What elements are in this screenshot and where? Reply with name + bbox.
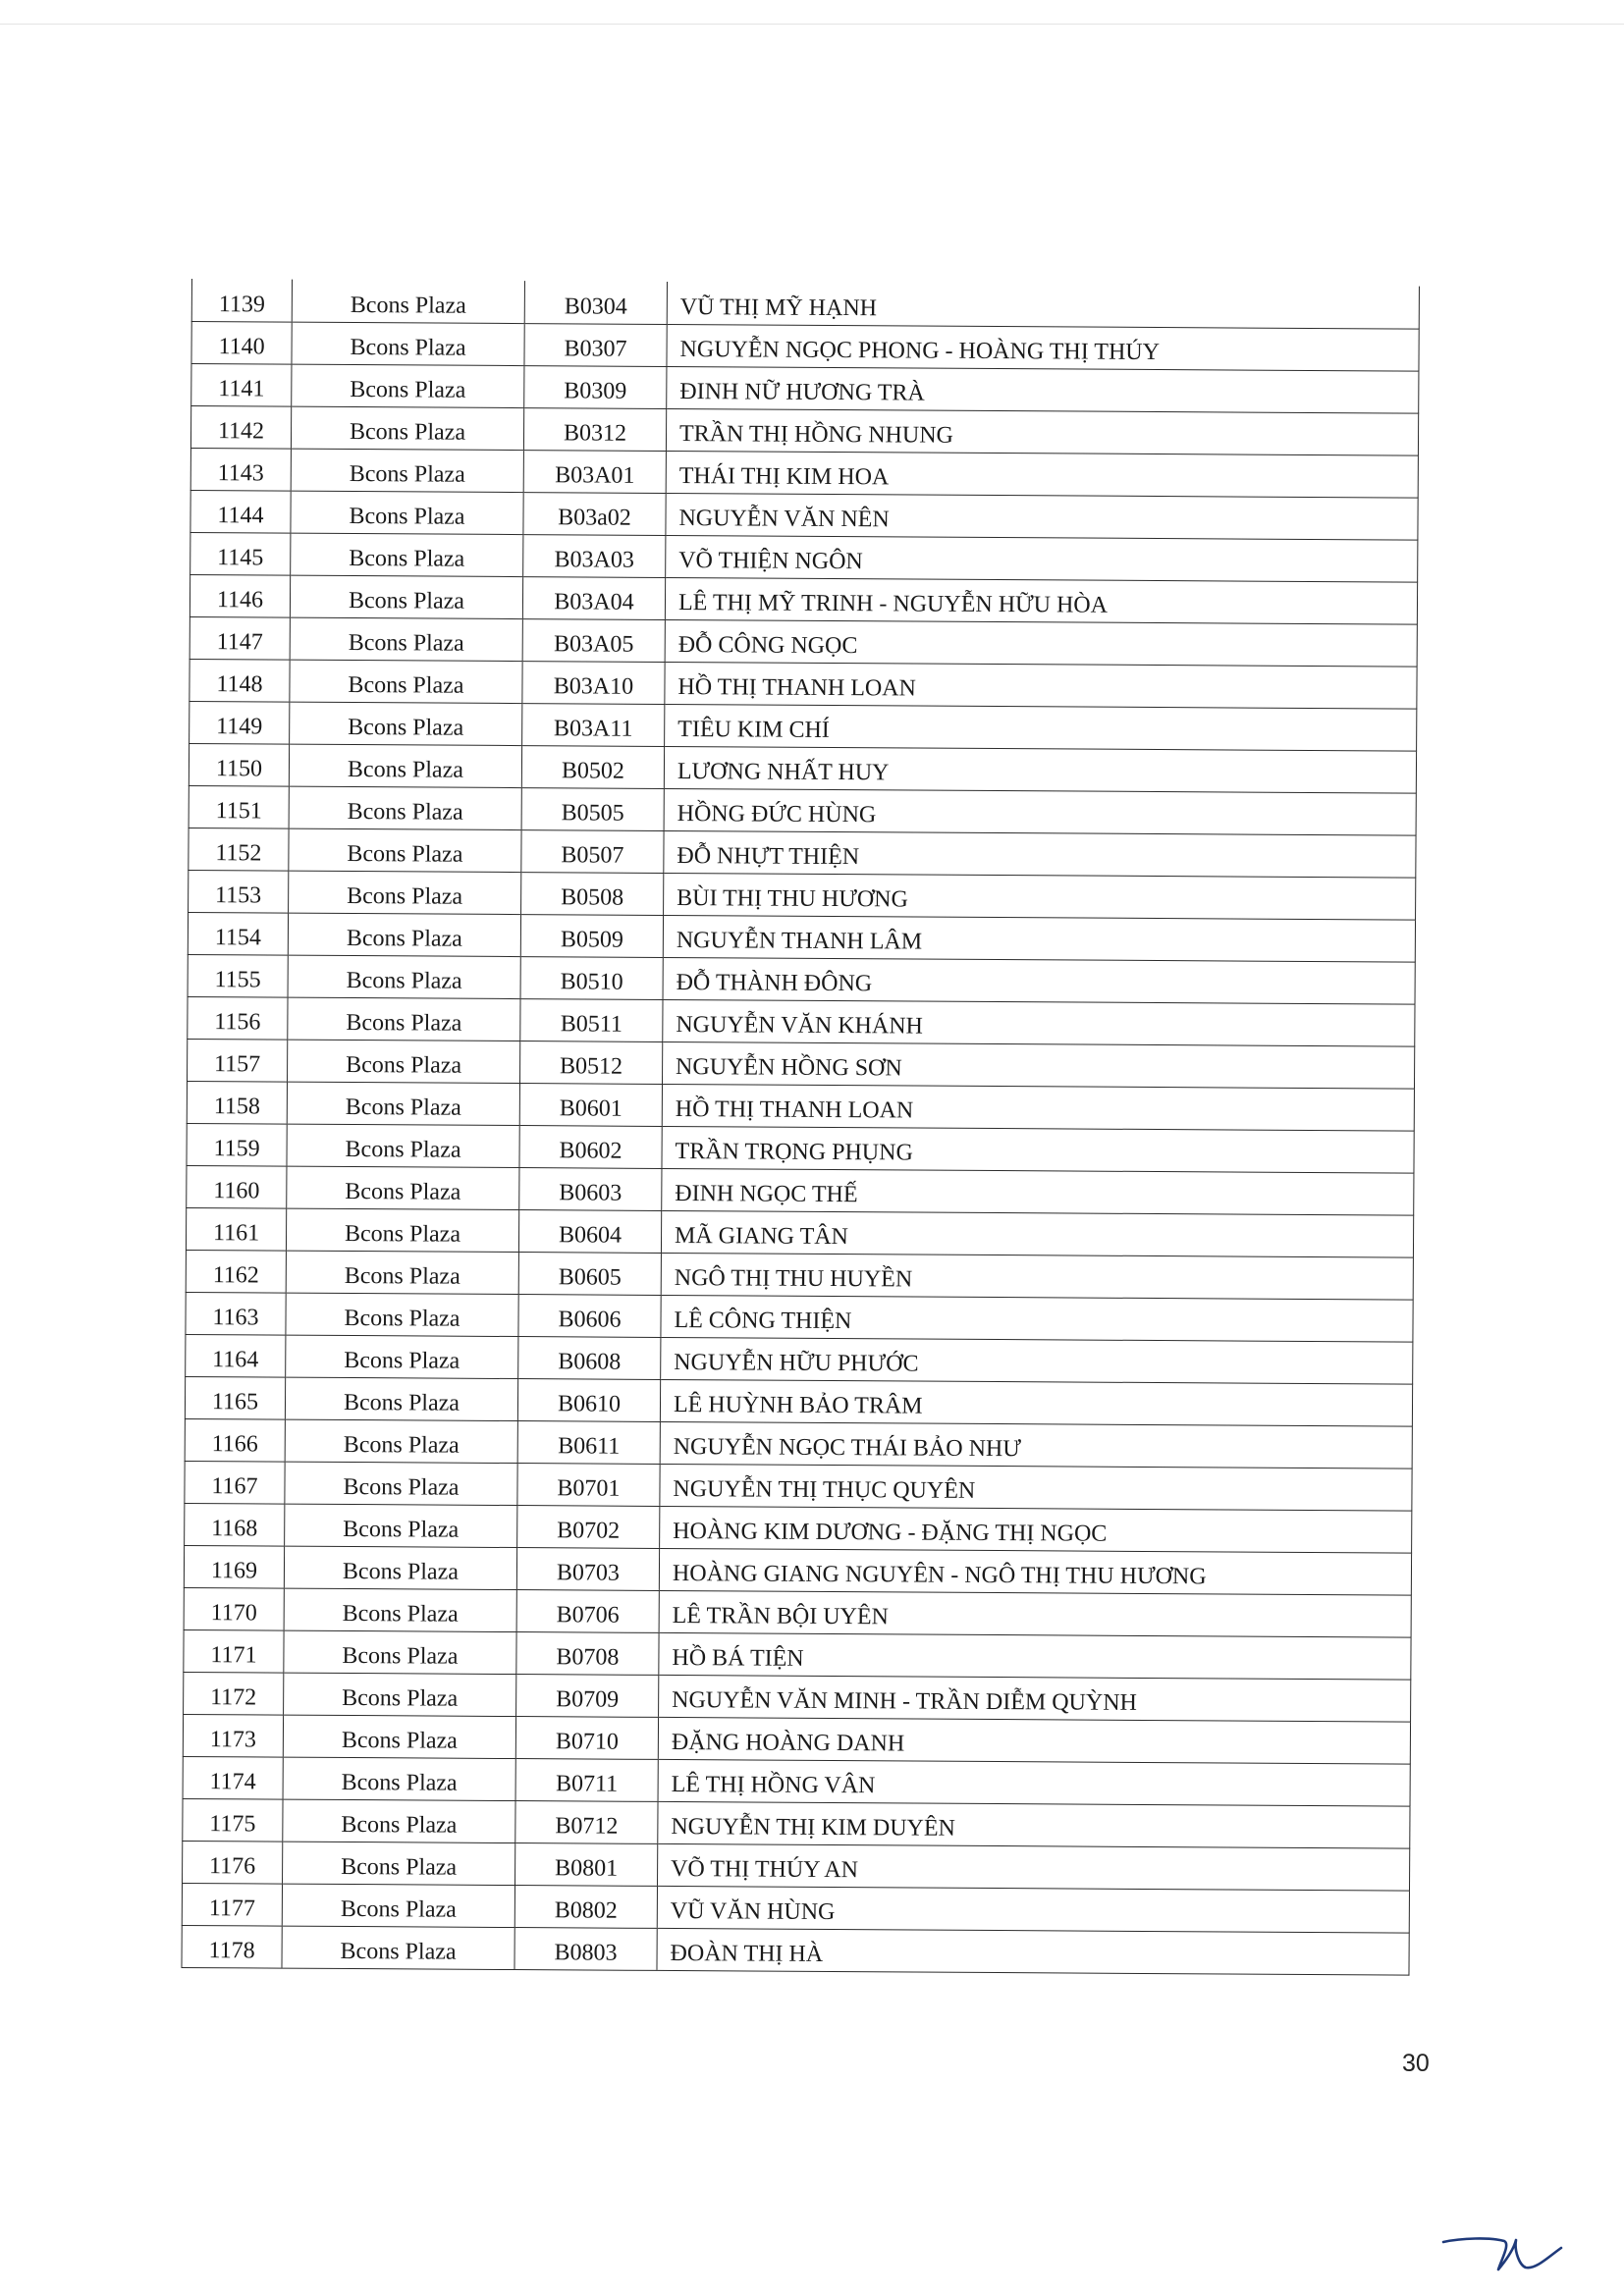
project-cell: Bcons Plaza [286,1208,518,1252]
table-row [183,1714,1410,1764]
row-number-cell: 1175 [183,1798,283,1842]
table-row [187,1081,1414,1131]
project-cell: Bcons Plaza [287,1082,519,1125]
row-number-cell: 1144 [190,490,291,533]
table-row [184,1629,1411,1680]
unit-code-cell: B0703 [516,1547,659,1590]
project-cell: Bcons Plaza [283,1799,515,1842]
row-number-cell: 1159 [187,1123,287,1166]
owner-name-cell: NGUYỄN VĂN MINH - TRẦN DIỄM QUỲNH [659,1675,1411,1722]
project-cell: Bcons Plaza [282,1926,514,1969]
project-cell: Bcons Plaza [289,744,521,787]
table-row [190,532,1418,582]
owner-list-table [181,279,1419,1975]
project-cell: Bcons Plaza [287,1124,519,1167]
row-number-cell: 1163 [186,1292,286,1335]
table-row [189,616,1417,667]
owner-name-cell: HỒNG ĐỨC HÙNG [664,788,1416,835]
owner-name-cell: VÕ THỊ THÚY AN [658,1843,1410,1891]
owner-name-cell: NGUYỄN HỒNG SƠN [663,1041,1415,1089]
row-number-cell: 1167 [185,1461,285,1504]
unit-code-cell: B0712 [515,1800,658,1843]
table-row [186,1334,1413,1384]
owner-name-cell: LƯƠNG NHẤT HUY [664,746,1416,793]
row-number-cell: 1151 [189,785,289,828]
table-row [184,1672,1411,1722]
table-row [186,1292,1413,1342]
owner-name-cell: HỒ THỊ THANH LOAN [662,1084,1414,1131]
owner-name-cell: ĐẶNG HOÀNG DANH [658,1717,1410,1764]
unit-code-cell: B0710 [515,1716,658,1759]
table-row [184,1587,1411,1637]
project-cell: Bcons Plaza [283,1842,515,1885]
project-cell: Bcons Plaza [289,871,521,914]
unit-code-cell: B0702 [517,1505,660,1548]
row-number-cell: 1152 [189,828,289,871]
owner-name-cell: ĐỖ CÔNG NGỌC [665,619,1417,667]
row-number-cell: 1153 [189,870,289,913]
unit-code-cell: B0312 [523,407,666,451]
table-row [189,701,1417,751]
unit-code-cell: B0608 [518,1336,661,1379]
row-number-cell: 1177 [182,1883,282,1926]
table-row [184,1545,1411,1595]
project-cell: Bcons Plaza [290,575,522,618]
project-cell: Bcons Plaza [290,660,522,703]
row-number-cell: 1169 [184,1545,284,1588]
row-number-cell: 1178 [182,1925,282,1968]
project-cell: Bcons Plaza [291,406,523,450]
signature-mark [1441,2228,1569,2277]
unit-code-cell: B0708 [516,1631,659,1675]
unit-code-cell: B0511 [520,998,663,1041]
project-cell: Bcons Plaza [284,1673,516,1716]
project-cell: Bcons Plaza [287,1166,519,1209]
row-number-cell: 1170 [184,1587,284,1630]
project-cell: Bcons Plaza [284,1546,516,1589]
unit-code-cell: B03A01 [523,450,666,493]
owner-name-cell: NGUYỄN NGỌC PHONG - HOÀNG THỊ THÚY [667,324,1419,371]
owner-name-cell: ĐINH NGỌC THẾ [662,1168,1414,1215]
table-row [187,1165,1414,1215]
row-number-cell: 1165 [185,1376,285,1419]
project-cell: Bcons Plaza [286,1293,518,1336]
owner-name-cell: VÕ THIỆN NGÔN [666,535,1418,582]
table-row [187,1123,1414,1173]
table-body [182,279,1419,1975]
row-number-cell: 1157 [188,1039,288,1082]
owner-name-cell: NGUYỄN VĂN KHÁNH [663,999,1415,1046]
unit-code-cell: B0709 [516,1674,659,1717]
row-number-cell: 1139 [191,279,292,322]
unit-code-cell: B0505 [521,787,664,830]
unit-code-cell: B0605 [518,1252,661,1295]
unit-code-cell: B0601 [519,1083,662,1126]
project-cell: Bcons Plaza [288,913,520,956]
project-cell: Bcons Plaza [290,617,522,661]
owner-name-cell: ĐỖ NHỰT THIỆN [664,830,1416,878]
project-cell: Bcons Plaza [286,1251,518,1294]
table-row [186,1250,1413,1300]
owner-name-cell: BÙI THỊ THU HƯƠNG [664,873,1416,920]
project-cell: Bcons Plaza [292,364,524,407]
owner-name-cell: HỒ THỊ THANH LOAN [665,662,1417,709]
table-row [191,321,1419,371]
row-number-cell: 1156 [188,996,288,1040]
unit-code-cell: B0802 [514,1885,657,1928]
row-number-cell: 1147 [189,616,290,660]
table-row [182,1925,1409,1975]
table-row [188,1039,1415,1089]
row-number-cell: 1141 [191,363,292,406]
unit-code-cell: B0602 [519,1125,662,1168]
unit-code-cell: B0803 [514,1927,657,1970]
table-row [188,996,1415,1046]
unit-code-cell: B03A05 [522,618,665,662]
project-cell: Bcons Plaza [285,1504,517,1547]
project-cell: Bcons Plaza [283,1757,515,1800]
table-row [182,1883,1409,1933]
owner-name-cell: TRẦN THỊ HỒNG NHUNG [666,408,1418,455]
unit-code-cell: B0701 [517,1463,660,1506]
table-row [185,1418,1412,1468]
page-number: 30 [1402,2050,1430,2077]
unit-code-cell: B0508 [521,872,664,915]
unit-code-cell: B0309 [524,365,667,408]
project-cell: Bcons Plaza [284,1588,516,1631]
unit-code-cell: B0801 [515,1842,658,1886]
table-row [189,785,1416,835]
owner-name-cell: LÊ THỊ MỸ TRINH - NGUYỄN HỮU HÒA [665,577,1417,624]
owner-name-cell: NGUYỄN THỊ THỤC QUYÊN [660,1464,1412,1511]
row-number-cell: 1160 [187,1165,287,1208]
unit-code-cell: B03a02 [523,492,666,535]
unit-code-cell: B0711 [515,1758,658,1801]
owner-name-cell: LÊ TRẦN BỘI UYÊN [659,1590,1411,1637]
owner-name-cell: NGUYỄN NGỌC THÁI BẢO NHƯ [660,1421,1412,1468]
row-number-cell: 1162 [186,1250,286,1293]
row-number-cell: 1158 [187,1081,287,1124]
row-number-cell: 1164 [186,1334,286,1377]
unit-code-cell: B0512 [520,1041,663,1084]
table-row [183,1841,1410,1891]
owner-name-cell: VŨ THỊ MỸ HẠNH [667,282,1419,329]
row-number-cell: 1154 [188,912,288,955]
project-cell: Bcons Plaza [286,1335,518,1378]
row-number-cell: 1176 [183,1841,283,1884]
project-cell: Bcons Plaza [288,955,520,998]
row-number-cell: 1150 [189,743,289,786]
owner-name-cell: ĐOÀN THỊ HÀ [657,1928,1409,1975]
project-cell: Bcons Plaza [285,1462,517,1505]
table-row [185,1461,1412,1511]
owner-name-cell: NGÔ THỊ THU HUYỀN [661,1253,1413,1300]
unit-code-cell: B0611 [517,1420,660,1464]
owner-name-cell: HOÀNG GIANG NGUYÊN - NGÔ THỊ THU HƯƠNG [659,1548,1411,1595]
owner-name-cell: THÁI THỊ KIM HOA [666,451,1418,498]
project-cell: Bcons Plaza [292,322,524,365]
unit-code-cell: B0509 [520,914,663,957]
owner-name-cell: TRẦN TRỌNG PHỤNG [662,1126,1414,1173]
project-cell: Bcons Plaza [288,997,520,1041]
table-row [188,912,1415,962]
row-number-cell: 1142 [190,405,291,449]
unit-code-cell: B0610 [517,1378,660,1421]
row-number-cell: 1145 [190,532,291,575]
row-number-cell: 1155 [188,954,288,997]
project-cell: Bcons Plaza [288,1040,520,1083]
unit-code-cell: B0603 [519,1167,662,1210]
row-number-cell: 1171 [184,1629,284,1673]
project-cell: Bcons Plaza [290,702,522,745]
owner-name-cell: ĐỖ THÀNH ĐÔNG [663,957,1415,1004]
table-row [186,1207,1413,1257]
table-row [189,828,1416,878]
unit-code-cell: B0304 [524,281,667,324]
unit-code-cell: B03A04 [522,576,665,619]
table-row [190,490,1418,540]
owner-name-cell: NGUYỄN HỮU PHƯỚC [661,1337,1413,1384]
table-row [188,954,1415,1004]
project-cell: Bcons Plaza [289,828,521,872]
row-number-cell: 1174 [183,1756,283,1799]
project-cell: Bcons Plaza [291,449,523,492]
row-number-cell: 1143 [190,448,291,491]
table-row [189,574,1417,624]
unit-code-cell: B0510 [520,956,663,999]
table-row [189,743,1416,793]
table-row [189,659,1417,709]
project-cell: Bcons Plaza [283,1715,515,1758]
table-row [189,870,1416,920]
unit-code-cell: B0706 [516,1589,659,1632]
owner-name-cell: ĐINH NỮ HƯƠNG TRÀ [667,366,1419,413]
row-number-cell: 1140 [191,321,292,364]
table-row [191,363,1419,413]
unit-code-cell: B0507 [521,829,664,873]
project-cell: Bcons Plaza [285,1419,517,1463]
unit-code-cell: B03A03 [523,534,666,577]
row-number-cell: 1166 [185,1418,285,1462]
row-number-cell: 1172 [184,1672,284,1715]
project-cell: Bcons Plaza [291,491,523,534]
unit-code-cell: B03A11 [522,703,665,746]
unit-code-cell: B0606 [518,1294,661,1337]
project-cell: Bcons Plaza [282,1884,514,1927]
unit-code-cell: B0307 [524,323,667,366]
row-number-cell: 1148 [189,659,290,702]
project-cell: Bcons Plaza [292,280,524,323]
owner-name-cell: MÃ GIANG TÂN [661,1210,1413,1257]
row-number-cell: 1173 [183,1714,283,1757]
project-cell: Bcons Plaza [291,533,523,576]
project-cell: Bcons Plaza [285,1377,517,1420]
row-number-cell: 1146 [189,574,290,617]
owner-name-cell: HỒ BÁ TIỆN [659,1632,1411,1680]
unit-code-cell: B03A10 [522,661,665,704]
table-row [185,1376,1412,1426]
row-number-cell: 1149 [189,701,290,744]
project-cell: Bcons Plaza [284,1630,516,1674]
row-number-cell: 1168 [185,1503,285,1546]
owner-name-cell: NGUYỄN THỊ KIM DUYÊN [658,1801,1410,1848]
owner-name-cell: LÊ HUỲNH BẢO TRÂM [660,1379,1412,1426]
row-number-cell: 1161 [186,1207,286,1251]
scan-edge-line [0,24,1624,25]
table-row [183,1756,1410,1806]
owner-name-cell: HOÀNG KIM DƯƠNG - ĐẶNG THỊ NGỌC [660,1506,1412,1553]
table-row [190,405,1418,455]
owner-name-cell: VŨ VĂN HÙNG [657,1886,1409,1933]
project-cell: Bcons Plaza [289,786,521,829]
owner-name-cell: LÊ CÔNG THIỆN [661,1295,1413,1342]
unit-code-cell: B0502 [521,745,664,788]
owner-name-cell: NGUYỄN VĂN NÊN [666,493,1418,540]
owner-name-cell: TIÊU KIM CHÍ [665,704,1417,751]
table-row [191,279,1419,329]
owner-name-cell: NGUYỄN THANH LÂM [663,915,1415,962]
table-row [190,448,1418,498]
owner-name-cell: LÊ THỊ HỒNG VÂN [658,1759,1410,1806]
table-row [183,1798,1410,1848]
table-row [185,1503,1412,1553]
unit-code-cell: B0604 [518,1209,661,1253]
owner-list-table-wrapper [181,279,1418,1975]
